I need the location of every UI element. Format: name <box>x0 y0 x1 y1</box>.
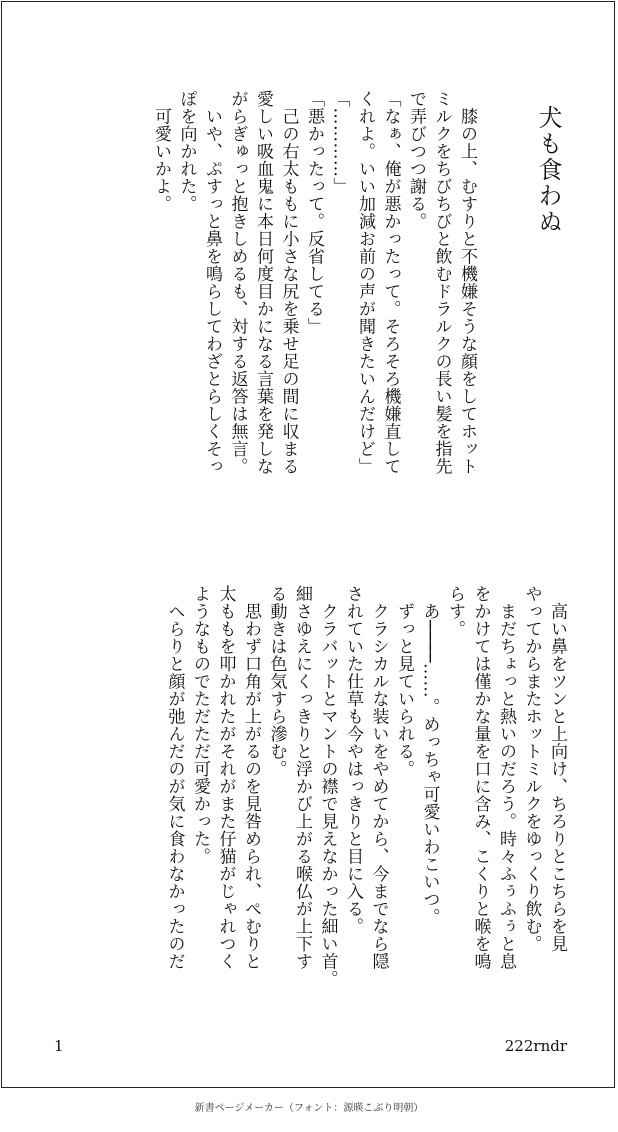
page-number: 1 <box>54 1037 64 1055</box>
upper-text-block: 膝の上、むすりと不機嫌そうな顔をしてホット ミルクをちびちびと飲むドラルクの長い髪を指先 で弄びつつ謝る。 「なぁ、俺が悪かったって。そろそろ機嫌直して くれよ。いい加減お前の声が聞きたいんだけど」 「…………」 「悪かったって。反省してる」 己の右太ももに小さな尻を乗せ足の間に収まる 愛しい吸血鬼に本日何度目かになる言葉を発しな がらぎゅっと抱きしめるも、対する返答は無言。 いや、ぷすっと鼻を鳴らしてわざとらしくそっ ぽを向かれた。 可愛いかよ。 <box>151 90 477 475</box>
author-name: 222rndr <box>504 1037 567 1055</box>
generator-credit: 新書ページメーカー（フォント：源暎こぶり明朝） <box>194 1103 424 1114</box>
story-title: 犬も食わぬ <box>534 105 562 235</box>
lower-text-block: 高い鼻をツンと上向け、ちろりとこちらを見 やってからまたホットミルクをゆっくり飲む。 まだちょっと熱いのだろう。時々ふぅふぅと息 をかけては僅かな量を口に含み、こくりと喉を鳴 らす。 あ────……。めっちゃ可愛いわこいつ。 ずっと見ていられる。 クラシカルな装いをやめてから、今までなら隠 されていた仕草も今やはっきりと目に入る。 クラバットとマントの襟で見えなかった細い首。 細さゆえにくっきりと浮かび上がる喉仏が上下す る動きは色気すら滲む。 思わず口角が上がるのを見咎められ、ぺむりと 太ももを叩かれたがそれがまた仔猫がじゃれつく ようなものでただただ可愛かった。 へらりと顔が弛んだのが気に食わなかったのだ <box>164 585 567 988</box>
